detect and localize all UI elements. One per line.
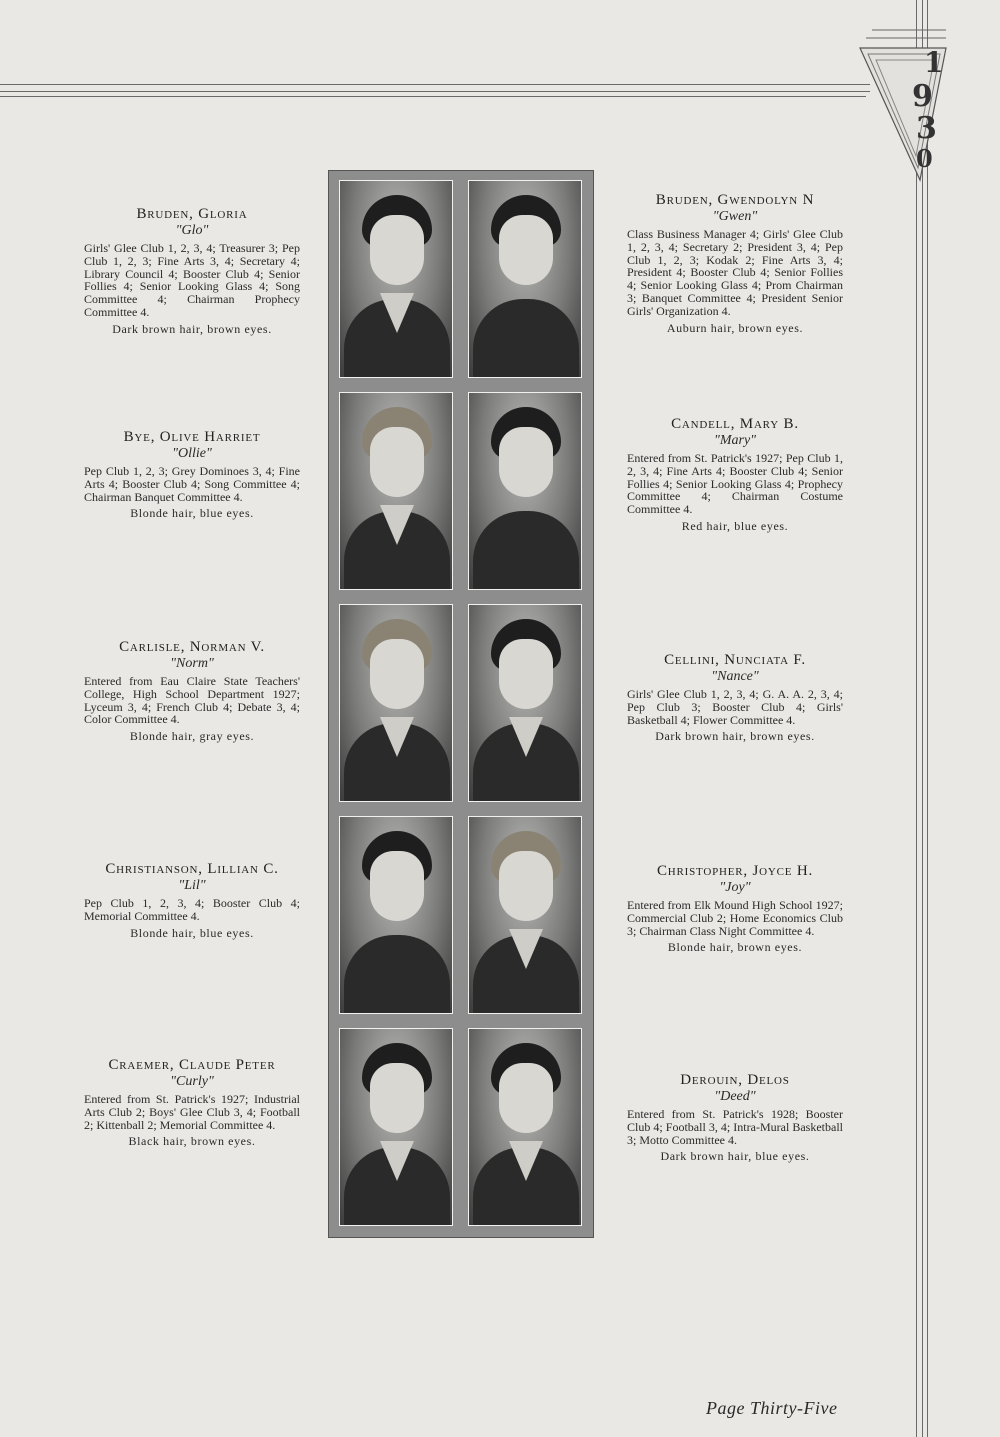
senior-entry [627, 416, 843, 533]
senior-entry [84, 639, 300, 743]
top-border-line [0, 96, 866, 97]
student-portrait [468, 1028, 582, 1226]
student-name: Bye, Olive Harriet [123, 429, 261, 445]
top-border-line [0, 91, 870, 92]
photo-strip [328, 170, 594, 1238]
student-name: Christianson, Lillian C. [105, 861, 279, 877]
student-activities: Girls' Glee Club 1, 2, 3, 4; G. A. A. 2, 3, 4; Pep Club 3; Booster Club 4; Girls' Basketball 4; Flower Committee 4. [627, 687, 843, 727]
right-border-line [922, 0, 923, 1437]
student-features: Auburn hair, brown eyes. [666, 320, 804, 335]
student-activities: Entered from St. Patrick's 1927; Pep Club 1, 2, 3, 4; Fine Arts 4; Booster Club 4; Senior Follies 4; Senior Looking Glass 4; Prophecy Committee 4; Chairman Costume Committee 4. [627, 451, 843, 517]
student-portrait [468, 392, 582, 590]
student-activities: Class Business Manager 4; Girls' Glee Club 1, 2, 3, 4; Secretary 2; President 3, 4; Pep Club 1, 2, 3; Kodak 2; Fine Arts 3, 4; President 4; Booster Club 4; Senior Follies 4; Senior Looking Glass 4; Prom Chairman 3; Banquet Committee 4; President Senior Girls' Organization 4. [627, 227, 843, 318]
student-name: Bruden, Gwendolyn N [655, 192, 815, 208]
senior-entry [84, 1057, 300, 1148]
senior-entry [84, 206, 300, 336]
student-nickname: "Norm" [170, 656, 214, 671]
student-nickname: "Glo" [175, 223, 209, 238]
top-border-line [0, 84, 870, 85]
student-features: Blonde hair, brown eyes. [667, 940, 803, 955]
right-border-line [916, 0, 917, 1437]
student-nickname: "Mary" [713, 433, 757, 448]
student-nickname: "Joy" [719, 880, 751, 895]
senior-entry [84, 861, 300, 940]
right-border-line [927, 0, 928, 1437]
student-name: Derouin, Delos [680, 1072, 790, 1088]
student-nickname: "Curly" [170, 1074, 214, 1089]
student-name: Christopher, Joyce H. [656, 863, 814, 879]
student-portrait [339, 392, 453, 590]
student-portrait [468, 604, 582, 802]
year-emblem [858, 20, 948, 185]
senior-entry [627, 192, 843, 335]
student-activities: Entered from Eau Claire State Teachers' College, High School Department 1927; Lyceum 3, 4; French Club 4; Debate 3, 4; Color Committee 4. [84, 674, 300, 727]
student-features: Blonde hair, gray eyes. [129, 729, 255, 744]
student-name: Bruden, Gloria [136, 206, 248, 222]
year-digit: 0 [916, 144, 933, 173]
student-name: Carlisle, Norman V. [119, 639, 265, 655]
student-features: Dark brown hair, blue eyes. [660, 1149, 810, 1164]
year-digit: 1 [924, 46, 944, 79]
student-activities: Entered from St. Patrick's 1928; Booster Club 4; Football 3, 4; Intra-Mural Basketball 3; Motto Committee 4. [627, 1107, 843, 1147]
senior-entry [627, 1072, 843, 1163]
student-nickname: "Gwen" [712, 209, 758, 224]
year-digit: 3 [916, 111, 937, 146]
student-activities: Entered from St. Patrick's 1927; Industrial Arts Club 2; Boys' Glee Club 3, 4; Football 2; Kittenball 2; Memorial Committee 4. [84, 1092, 300, 1132]
student-portrait [468, 180, 582, 378]
student-name: Cellini, Nunciata F. [664, 652, 806, 668]
student-portrait [339, 1028, 453, 1226]
senior-entry [627, 652, 843, 743]
student-name: Craemer, Claude Peter [108, 1057, 276, 1073]
student-features: Red hair, blue eyes. [681, 518, 789, 533]
senior-entry [627, 863, 843, 954]
student-nickname: "Lil" [178, 878, 206, 893]
student-activities: Pep Club 1, 2, 3, 4; Booster Club 4; Memorial Committee 4. [84, 896, 300, 923]
page-number: Page Thirty-Five [706, 1398, 838, 1418]
student-activities: Entered from Elk Mound High School 1927; Commercial Club 2; Home Economics Club 3; Chairman Class Night Committee 4. [627, 898, 843, 938]
emblem-triangle-icon [858, 20, 948, 185]
student-features: Dark brown hair, brown eyes. [655, 729, 815, 744]
student-nickname: "Ollie" [172, 446, 212, 461]
student-features: Black hair, brown eyes. [128, 1134, 256, 1149]
student-portrait [339, 604, 453, 802]
student-activities: Pep Club 1, 2, 3; Grey Dominoes 3, 4; Fine Arts 4; Booster Club 4; Song Committee 4; Chairman Banquet Committee 4. [84, 464, 300, 504]
year-digit: 9 [912, 79, 933, 114]
student-name: Candell, Mary B. [671, 416, 799, 432]
student-features: Dark brown hair, brown eyes. [112, 321, 272, 336]
student-portrait [468, 816, 582, 1014]
student-features: Blonde hair, blue eyes. [130, 506, 254, 521]
student-nickname: "Nance" [711, 669, 759, 684]
student-portrait [339, 180, 453, 378]
student-features: Blonde hair, blue eyes. [130, 925, 254, 940]
senior-entry [84, 429, 300, 520]
student-nickname: "Deed" [714, 1089, 756, 1104]
student-portrait [339, 816, 453, 1014]
student-activities: Girls' Glee Club 1, 2, 3, 4; Treasurer 3; Pep Club 1, 2, 3; Fine Arts 3, 4; Secretary 4; Library Council 4; Booster Club 4; Senior Follies 4; Senior Looking Glass 4; Song Committee 4; Chairman Prophecy Committee 4. [84, 241, 300, 319]
